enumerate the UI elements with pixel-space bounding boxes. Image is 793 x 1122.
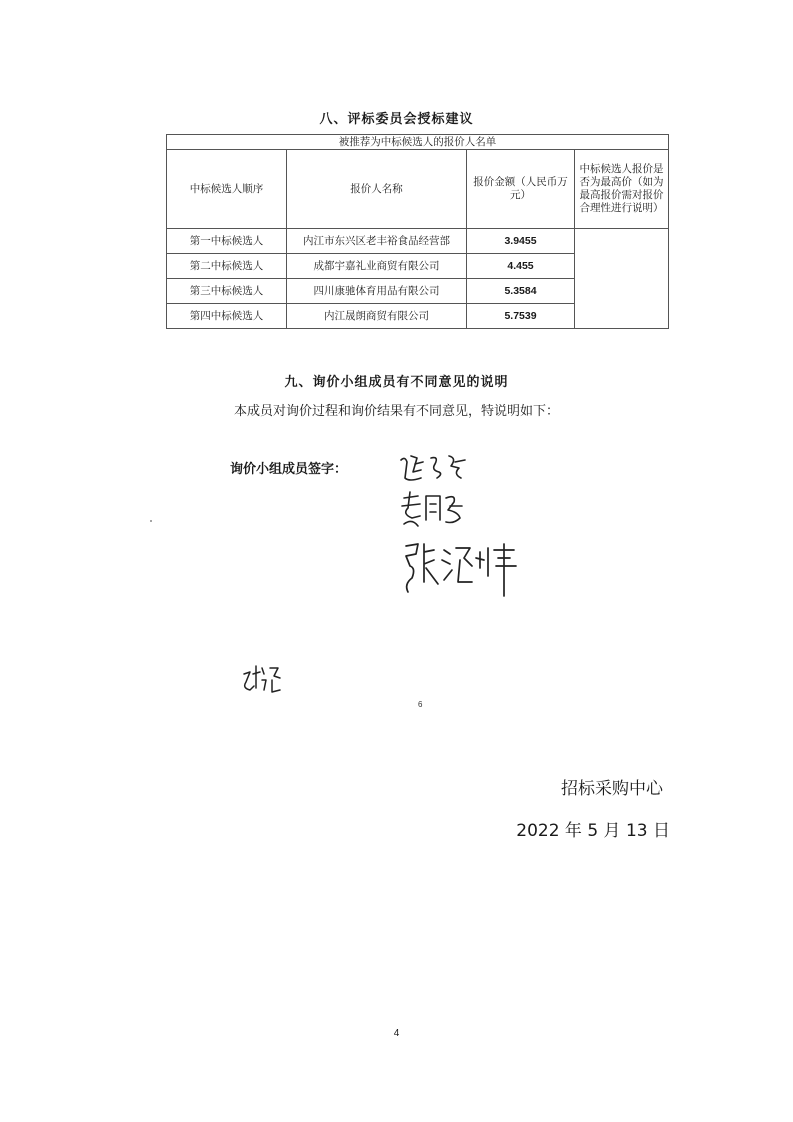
cell-name: 内江市东兴区老丰裕食品经营部 xyxy=(287,229,467,254)
cell-amount: 4.455 xyxy=(467,254,575,279)
cell-amount: 5.7539 xyxy=(467,304,575,329)
handwritten-signature-3 xyxy=(398,538,523,598)
header-note: 中标候选人报价是否为最高价（如为最高报价需对报价合理性进行说明） xyxy=(575,150,669,229)
cell-name: 四川康驰体育用品有限公司 xyxy=(287,279,467,304)
cell-amount: 5.3584 xyxy=(467,279,575,304)
cell-amount: 3.9455 xyxy=(467,229,575,254)
cell-rank: 第一中标候选人 xyxy=(167,229,287,254)
header-amount: 报价金额（人民币万元） xyxy=(467,150,575,229)
cell-name: 成都宇嘉礼业商贸有限公司 xyxy=(287,254,467,279)
handwritten-initials xyxy=(240,660,282,696)
document-date: 2022 年 5 月 13 日 xyxy=(516,821,670,841)
header-rank: 中标候选人顺序 xyxy=(167,150,287,229)
scan-speck xyxy=(150,520,152,522)
header-name: 报价人名称 xyxy=(287,150,467,229)
cell-name: 内江晟朗商贸有限公司 xyxy=(287,304,467,329)
table-row xyxy=(167,229,669,254)
cell-rank: 第四中标候选人 xyxy=(167,304,287,329)
cell-note xyxy=(575,229,669,329)
section-9-body: 本成员对询价过程和询价结果有不同意见，特说明如下： xyxy=(233,404,559,419)
organization-name: 招标采购中心 xyxy=(561,779,663,799)
table-caption: 被推荐为中标候选人的报价人名单 xyxy=(167,135,669,150)
candidate-table xyxy=(166,134,669,329)
page-number: 4 xyxy=(393,1028,400,1039)
signature-label: 询价小组成员签字： xyxy=(230,462,348,477)
section-8-title: 八、评标委员会授标建议 xyxy=(319,112,474,127)
section-9-title: 九、询价小组成员有不同意见的说明 xyxy=(284,375,509,390)
cell-rank: 第三中标候选人 xyxy=(167,279,287,304)
handwritten-signature-1 xyxy=(395,448,475,488)
cell-rank: 第二中标候选人 xyxy=(167,254,287,279)
handwritten-signature-2 xyxy=(398,488,468,530)
inner-page-number: 6 xyxy=(418,700,423,709)
